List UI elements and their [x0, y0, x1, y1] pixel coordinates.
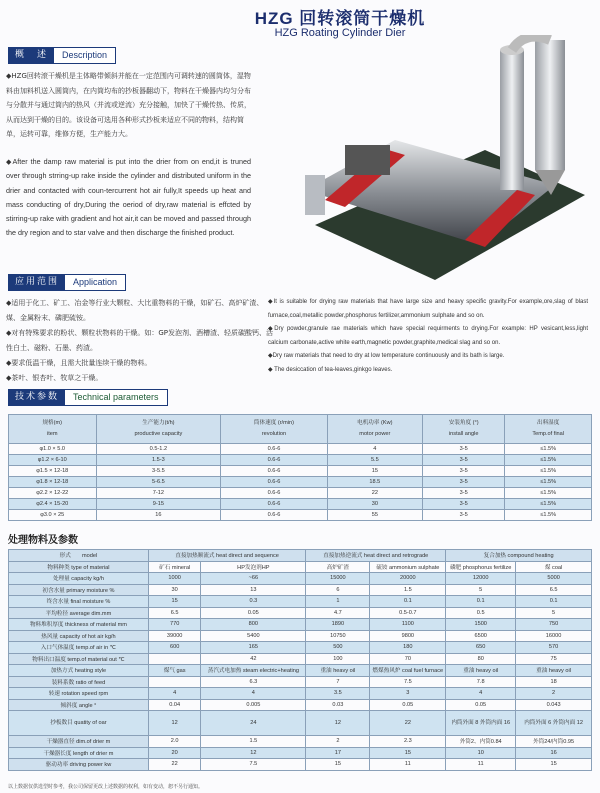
list-item: ◆ The desiccation of tea-leaves,ginkgo leaves. [268, 366, 393, 373]
heading-en: Application [65, 275, 125, 290]
table-cell: 15 [148, 596, 200, 608]
header-line: 规格(m) [42, 420, 63, 426]
table-cell: 0.1 [370, 596, 446, 608]
heading-en: Description [54, 48, 115, 63]
table-cell: ≤1.5% [505, 444, 592, 455]
table-cell: φ1.5 × 12-18 [9, 466, 97, 477]
table-row [9, 607, 592, 619]
table-cell: 0.1 [446, 596, 516, 608]
table-cell: 蒸汽式电加热 steam electric+heating [201, 665, 306, 677]
list-item: ◆适用于化工、矿工、冶金等行业大颗粒、大比重物料的干燥，如矿石、高炉矿渣、煤、金属粉末、磷肥硫铵。 [6, 299, 264, 322]
table-cell: φ1.0 × 5.0 [9, 444, 97, 455]
table-cell: 570 [516, 642, 592, 654]
table-cell: ≤1.5% [505, 477, 592, 488]
table-cell: 4 [327, 444, 422, 455]
table-cell: 100 [306, 653, 370, 665]
table-cell: 3-5 [423, 444, 505, 455]
table-row [9, 619, 592, 631]
row-label: 物料种类 type of material [9, 561, 149, 573]
table-cell: 650 [446, 642, 516, 654]
table-cell: 外筒2、内筒0.84 [446, 736, 516, 748]
technical-parameters-table [8, 414, 592, 521]
description-en: ◆After the damp raw material is put into the drier from on end,it is truned over through strring-up rake inside the cylinder and distributed uniform in the drier and contacted with coun-tercurrent hot air fully,It speeds up heat and mass conducting of dry,During the oeriod of dry,raw material is effcted by stirring-up rake with gradient and hot air,it can be moved and passed through the dry region and to star valve and then discharge the finished product. [6, 157, 251, 238]
table-row [9, 630, 592, 642]
column-header [505, 415, 592, 444]
table-cell: 3-5 [423, 510, 505, 521]
table-cell: 0.5-1.2 [96, 444, 221, 455]
table-cell: 13 [201, 584, 306, 596]
row-label: 干燥器长度 length of drier m [9, 747, 149, 759]
row-label: 驱动功率 driving power kw [9, 759, 149, 771]
table-cell: 22 [370, 711, 446, 736]
header-line: productive capacity [134, 431, 183, 437]
list-item: ◆茶叶、银杏叶、牧草之干燥。 [6, 374, 103, 382]
table-cell: 6.5 [148, 607, 200, 619]
row-label: 物料出口温度 temp.of material out ℃ [9, 653, 149, 665]
table-cell: 2 [516, 688, 592, 700]
table-cell: 7 [306, 676, 370, 688]
heading-cn: 技术参数 [9, 390, 65, 405]
table-cell: φ1.2 × 6-10 [9, 455, 97, 466]
model-header: 形式 model [9, 550, 149, 562]
row-label: 转速 rotation speed rpm [9, 688, 149, 700]
row-label: 终含水量 final moisture % [9, 596, 149, 608]
row-label: 初含水量 primary moisture % [9, 584, 149, 596]
table-cell: 0.6-6 [221, 444, 327, 455]
row-label: 平均粒径 average dim.mm [9, 607, 149, 619]
table-cell: 0.6-6 [221, 466, 327, 477]
table-cell: 4 [446, 688, 516, 700]
table-cell: 6.5 [516, 584, 592, 596]
footnote: 以上数据仅供选型时参考，我公司保留更改上述数据的权利，如有变动，恕不另行通知。 [8, 784, 204, 790]
table-cell: 0.6-6 [221, 499, 327, 510]
table-cell: 165 [201, 642, 306, 654]
table-cell: 10750 [306, 630, 370, 642]
table-cell: 0.043 [516, 699, 592, 711]
header-line: motor power [359, 431, 391, 437]
table-cell: 600 [148, 642, 200, 654]
heading-cn: 应用范围 [9, 275, 65, 290]
description-cn: ◆HZG回转滚干燥机是主体略带倾斜并能在一定范围内可调转速的圆筒体，湿物料由加料机送入圆筒内，在内筒均布的抄板器翻动下，物料在干燥器内均匀分布与分散并与通过筒内的热风（并流或逆流）充分接触，加快了干燥传热、传质，从而达到干燥的目的。该设备可选用各种形式抄板来适应不同的物料，结构简单，运转可靠，维修方便，生产能力大。 [6, 72, 251, 138]
group-header: 复合加热 compound heating [446, 550, 592, 562]
row-label: 热风量 capacity of hot air kg/h [9, 630, 149, 642]
table-cell: 3-5 [423, 455, 505, 466]
table-cell: 5 [516, 607, 592, 619]
table-cell [148, 676, 200, 688]
table-cell: 7-12 [96, 488, 221, 499]
table-cell: 内筒外面 8 外筒内面 16 [446, 711, 516, 736]
column-header [221, 415, 327, 444]
table-cell: 0.3 [201, 596, 306, 608]
table-cell: 硫铵 ammonium sulphate [370, 561, 446, 573]
table-cell: 4 [201, 688, 306, 700]
row-label: 倾斜度 angle ° [9, 699, 149, 711]
table-cell: 7.8 [446, 676, 516, 688]
table-row [9, 759, 592, 771]
table-header-row [9, 550, 592, 562]
table-cell: 外筒24/内筒0.95 [516, 736, 592, 748]
table-cell: 39000 [148, 630, 200, 642]
table-row [9, 736, 592, 748]
column-header [9, 415, 97, 444]
header-line: 生产能力(t/h) [142, 420, 175, 426]
table-cell: 80 [446, 653, 516, 665]
table-row [9, 711, 592, 736]
table-cell: 3 [370, 688, 446, 700]
list-item: ◆Dry raw materials that need to dry at low temperature continuously and its bath is large. [268, 353, 505, 359]
table-cell: 750 [516, 619, 592, 631]
table-cell: 重油 heavy oil [516, 665, 592, 677]
table-cell: 7.5 [370, 676, 446, 688]
table-cell: 0.03 [306, 699, 370, 711]
table-cell: 0.05 [446, 699, 516, 711]
header-line: 筒体速度 (r/min) [253, 420, 294, 426]
list-item: ◆对有特殊要求的粉状、颗粒状物料的干燥。如：GP发泡剂、酒槽渣、轻质碳酸钙、活性白土、磁粉、石墨、药渣。 [6, 329, 274, 352]
table-row [9, 455, 592, 466]
table-cell: 3.5 [306, 688, 370, 700]
description-heading [8, 47, 116, 64]
table-cell: 2 [306, 736, 370, 748]
table-cell: 20000 [370, 573, 446, 585]
table-cell: 煤 coal [516, 561, 592, 573]
list-item: ◆要求低温干燥，且需大批量连续干燥的物料。 [6, 359, 152, 367]
table-cell: 15 [516, 759, 592, 771]
table-cell: 30 [148, 584, 200, 596]
group-header: 直接加热顺流式 heat direct and sequence [148, 550, 305, 562]
table-row [9, 676, 592, 688]
materials-heading: 处理物料及参数 [8, 535, 78, 546]
table-cell: HP发泡剂HP [201, 561, 306, 573]
table-cell: 6 [306, 584, 370, 596]
table-cell: 1 [306, 596, 370, 608]
table-row [9, 510, 592, 521]
table-cell: 16 [96, 510, 221, 521]
table-cell: 55 [327, 510, 422, 521]
table-cell: 15 [370, 747, 446, 759]
application-list-en [268, 296, 588, 377]
table-cell: 4 [148, 688, 200, 700]
table-cell: 18 [516, 676, 592, 688]
table-row [9, 653, 592, 665]
table-cell: φ1.8 × 12-18 [9, 477, 97, 488]
table-cell: 0.5-0.7 [370, 607, 446, 619]
table-cell: 高炉矿渣 [306, 561, 370, 573]
table-cell: 5.5 [327, 455, 422, 466]
header-line: 出料湿度 [536, 420, 560, 426]
list-item: ◆Dry powder,granule rae materials which have special requirments to drying.For example: HP vesicant,less,light calcium carbonate,active white earth,magnetic powder,graphite,medical slag and so on. [268, 326, 588, 346]
row-label: 装料系数 ratio of feed [9, 676, 149, 688]
table-cell: 0.6-6 [221, 477, 327, 488]
column-header [423, 415, 505, 444]
table-cell: 0.04 [148, 699, 200, 711]
table-cell [148, 653, 200, 665]
header-line: install angle [448, 431, 479, 437]
table-cell: 24 [201, 711, 306, 736]
header-line: 安装角度 (°) [448, 420, 479, 426]
row-label: 加热方式 heating style [9, 665, 149, 677]
column-header [96, 415, 221, 444]
table-cell: 6.3 [201, 676, 306, 688]
table-row [9, 688, 592, 700]
table-cell: 16 [516, 747, 592, 759]
header-line: revolution [261, 431, 287, 437]
table-cell: 5 [446, 584, 516, 596]
group-header: 直接加热逆流式 heat direct and retrograde [306, 550, 446, 562]
table-row [9, 499, 592, 510]
table-cell: 4.7 [306, 607, 370, 619]
heading-cn: 概 述 [9, 48, 54, 63]
table-header-row [9, 415, 592, 444]
heading-en: Technical parameters [65, 390, 167, 405]
table-row [9, 699, 592, 711]
table-row [9, 584, 592, 596]
table-cell: 75 [516, 653, 592, 665]
table-cell: 1.5 [201, 736, 306, 748]
table-cell: ≤1.5% [505, 455, 592, 466]
table-cell: 1.5 [370, 584, 446, 596]
table-cell: 500 [306, 642, 370, 654]
list-item: ◆It is suitable for drying raw materials that have large size and heavy specific gravity.For example,ore,slag of blast furnace,coal,metallic powder,phosphorus fertilizer,ammonium sulphate and so on. [268, 299, 588, 319]
table-cell: 0.05 [370, 699, 446, 711]
table-cell: 3-5 [423, 499, 505, 510]
table-cell: 15000 [306, 573, 370, 585]
table-cell: 磷肥 phosphorus fertilize [446, 561, 516, 573]
table-cell: ≤1.5% [505, 466, 592, 477]
table-cell: 15 [327, 466, 422, 477]
table-cell: 12 [201, 747, 306, 759]
table-cell: 燃煤热风炉 coal fuel furnace [370, 665, 446, 677]
application-heading [8, 274, 126, 291]
table-cell: 22 [148, 759, 200, 771]
column-header [327, 415, 422, 444]
table-cell: 70 [370, 653, 446, 665]
table-cell: 42 [201, 653, 306, 665]
table-cell: 6500 [446, 630, 516, 642]
table-cell: 2.3 [370, 736, 446, 748]
table-row [9, 573, 592, 585]
table-cell: 3-5.5 [96, 466, 221, 477]
table-row [9, 642, 592, 654]
table-cell: 0.05 [201, 607, 306, 619]
table-cell: 0.6-6 [221, 488, 327, 499]
row-label: 入口气体温度 temp.of air in ℃ [9, 642, 149, 654]
table-cell: 12 [306, 711, 370, 736]
table-cell: 1890 [306, 619, 370, 631]
row-label: 物料堆积厚度 thickness of material mm [9, 619, 149, 631]
table-row [9, 444, 592, 455]
table-cell: 12 [148, 711, 200, 736]
application-list-cn [6, 296, 276, 386]
table-cell: 3-5 [423, 477, 505, 488]
row-label: 抄板数目 quatity of oar [9, 711, 149, 736]
table-cell: 1.5-3 [96, 455, 221, 466]
table-cell: φ2.4 × 15-20 [9, 499, 97, 510]
table-cell: 5-6.5 [96, 477, 221, 488]
table-cell: 11 [446, 759, 516, 771]
table-cell: 770 [148, 619, 200, 631]
table-cell: 5000 [516, 573, 592, 585]
header-line: Temp.of final [532, 431, 565, 437]
table-cell: 10 [446, 747, 516, 759]
table-cell: 18.5 [327, 477, 422, 488]
table-cell: ≤1.5% [505, 499, 592, 510]
table-cell: 1000 [148, 573, 200, 585]
row-label: 处理量 capacity kg/h [9, 573, 149, 585]
table-cell: 20 [148, 747, 200, 759]
table-cell: 12000 [446, 573, 516, 585]
row-label: 干燥器直径 dim.of drier m [9, 736, 149, 748]
table-cell: 3-5 [423, 488, 505, 499]
table-cell: 0.005 [201, 699, 306, 711]
table-cell: 22 [327, 488, 422, 499]
table-cell: 2.0 [148, 736, 200, 748]
table-cell: φ3.0 × 25 [9, 510, 97, 521]
header-line: item [46, 431, 58, 437]
table-cell: 1100 [370, 619, 446, 631]
materials-parameters-table [8, 549, 592, 771]
table-cell: 180 [370, 642, 446, 654]
table-cell: 矿石 mineral [148, 561, 200, 573]
table-cell: φ2.2 × 12-22 [9, 488, 97, 499]
page-title [190, 4, 490, 39]
rotary-dryer-illustration [285, 35, 595, 290]
table-cell: 0.5 [446, 607, 516, 619]
table-row [9, 747, 592, 759]
table-row [9, 596, 592, 608]
table-row [9, 466, 592, 477]
table-cell: 3-5 [423, 466, 505, 477]
table-cell: 800 [201, 619, 306, 631]
table-cell: 重油 heavy oil [306, 665, 370, 677]
title-cn: HZG 回转滚筒干燥机 [254, 9, 426, 28]
table-cell: 30 [327, 499, 422, 510]
header-line: 电机功率 (Kw) [357, 420, 393, 426]
table-cell: 内筒外面 6 外筒内面 12 [516, 711, 592, 736]
table-row [9, 561, 592, 573]
table-cell: 16000 [516, 630, 592, 642]
table-cell: 0.6-6 [221, 510, 327, 521]
table-row [9, 477, 592, 488]
table-row [9, 488, 592, 499]
table-cell: ≤1.5% [505, 488, 592, 499]
table-cell: 7.5 [201, 759, 306, 771]
table-cell: 9-15 [96, 499, 221, 510]
title-en: HZG Roating Cylinder Dier [274, 27, 406, 39]
table-cell: 煤气 gas [148, 665, 200, 677]
table-cell: 11 [370, 759, 446, 771]
table-cell: ≤1.5% [505, 510, 592, 521]
table-cell: 重油 heavy oil [446, 665, 516, 677]
table-cell: 1500 [446, 619, 516, 631]
table-cell: 17 [306, 747, 370, 759]
table-cell: 0.1 [516, 596, 592, 608]
table-cell: 0.6-6 [221, 455, 327, 466]
table-cell: 9800 [370, 630, 446, 642]
table-row [9, 665, 592, 677]
table-cell: 5400 [201, 630, 306, 642]
table-cell: 15 [306, 759, 370, 771]
table-cell: ~66 [201, 573, 306, 585]
technical-heading [8, 389, 168, 406]
